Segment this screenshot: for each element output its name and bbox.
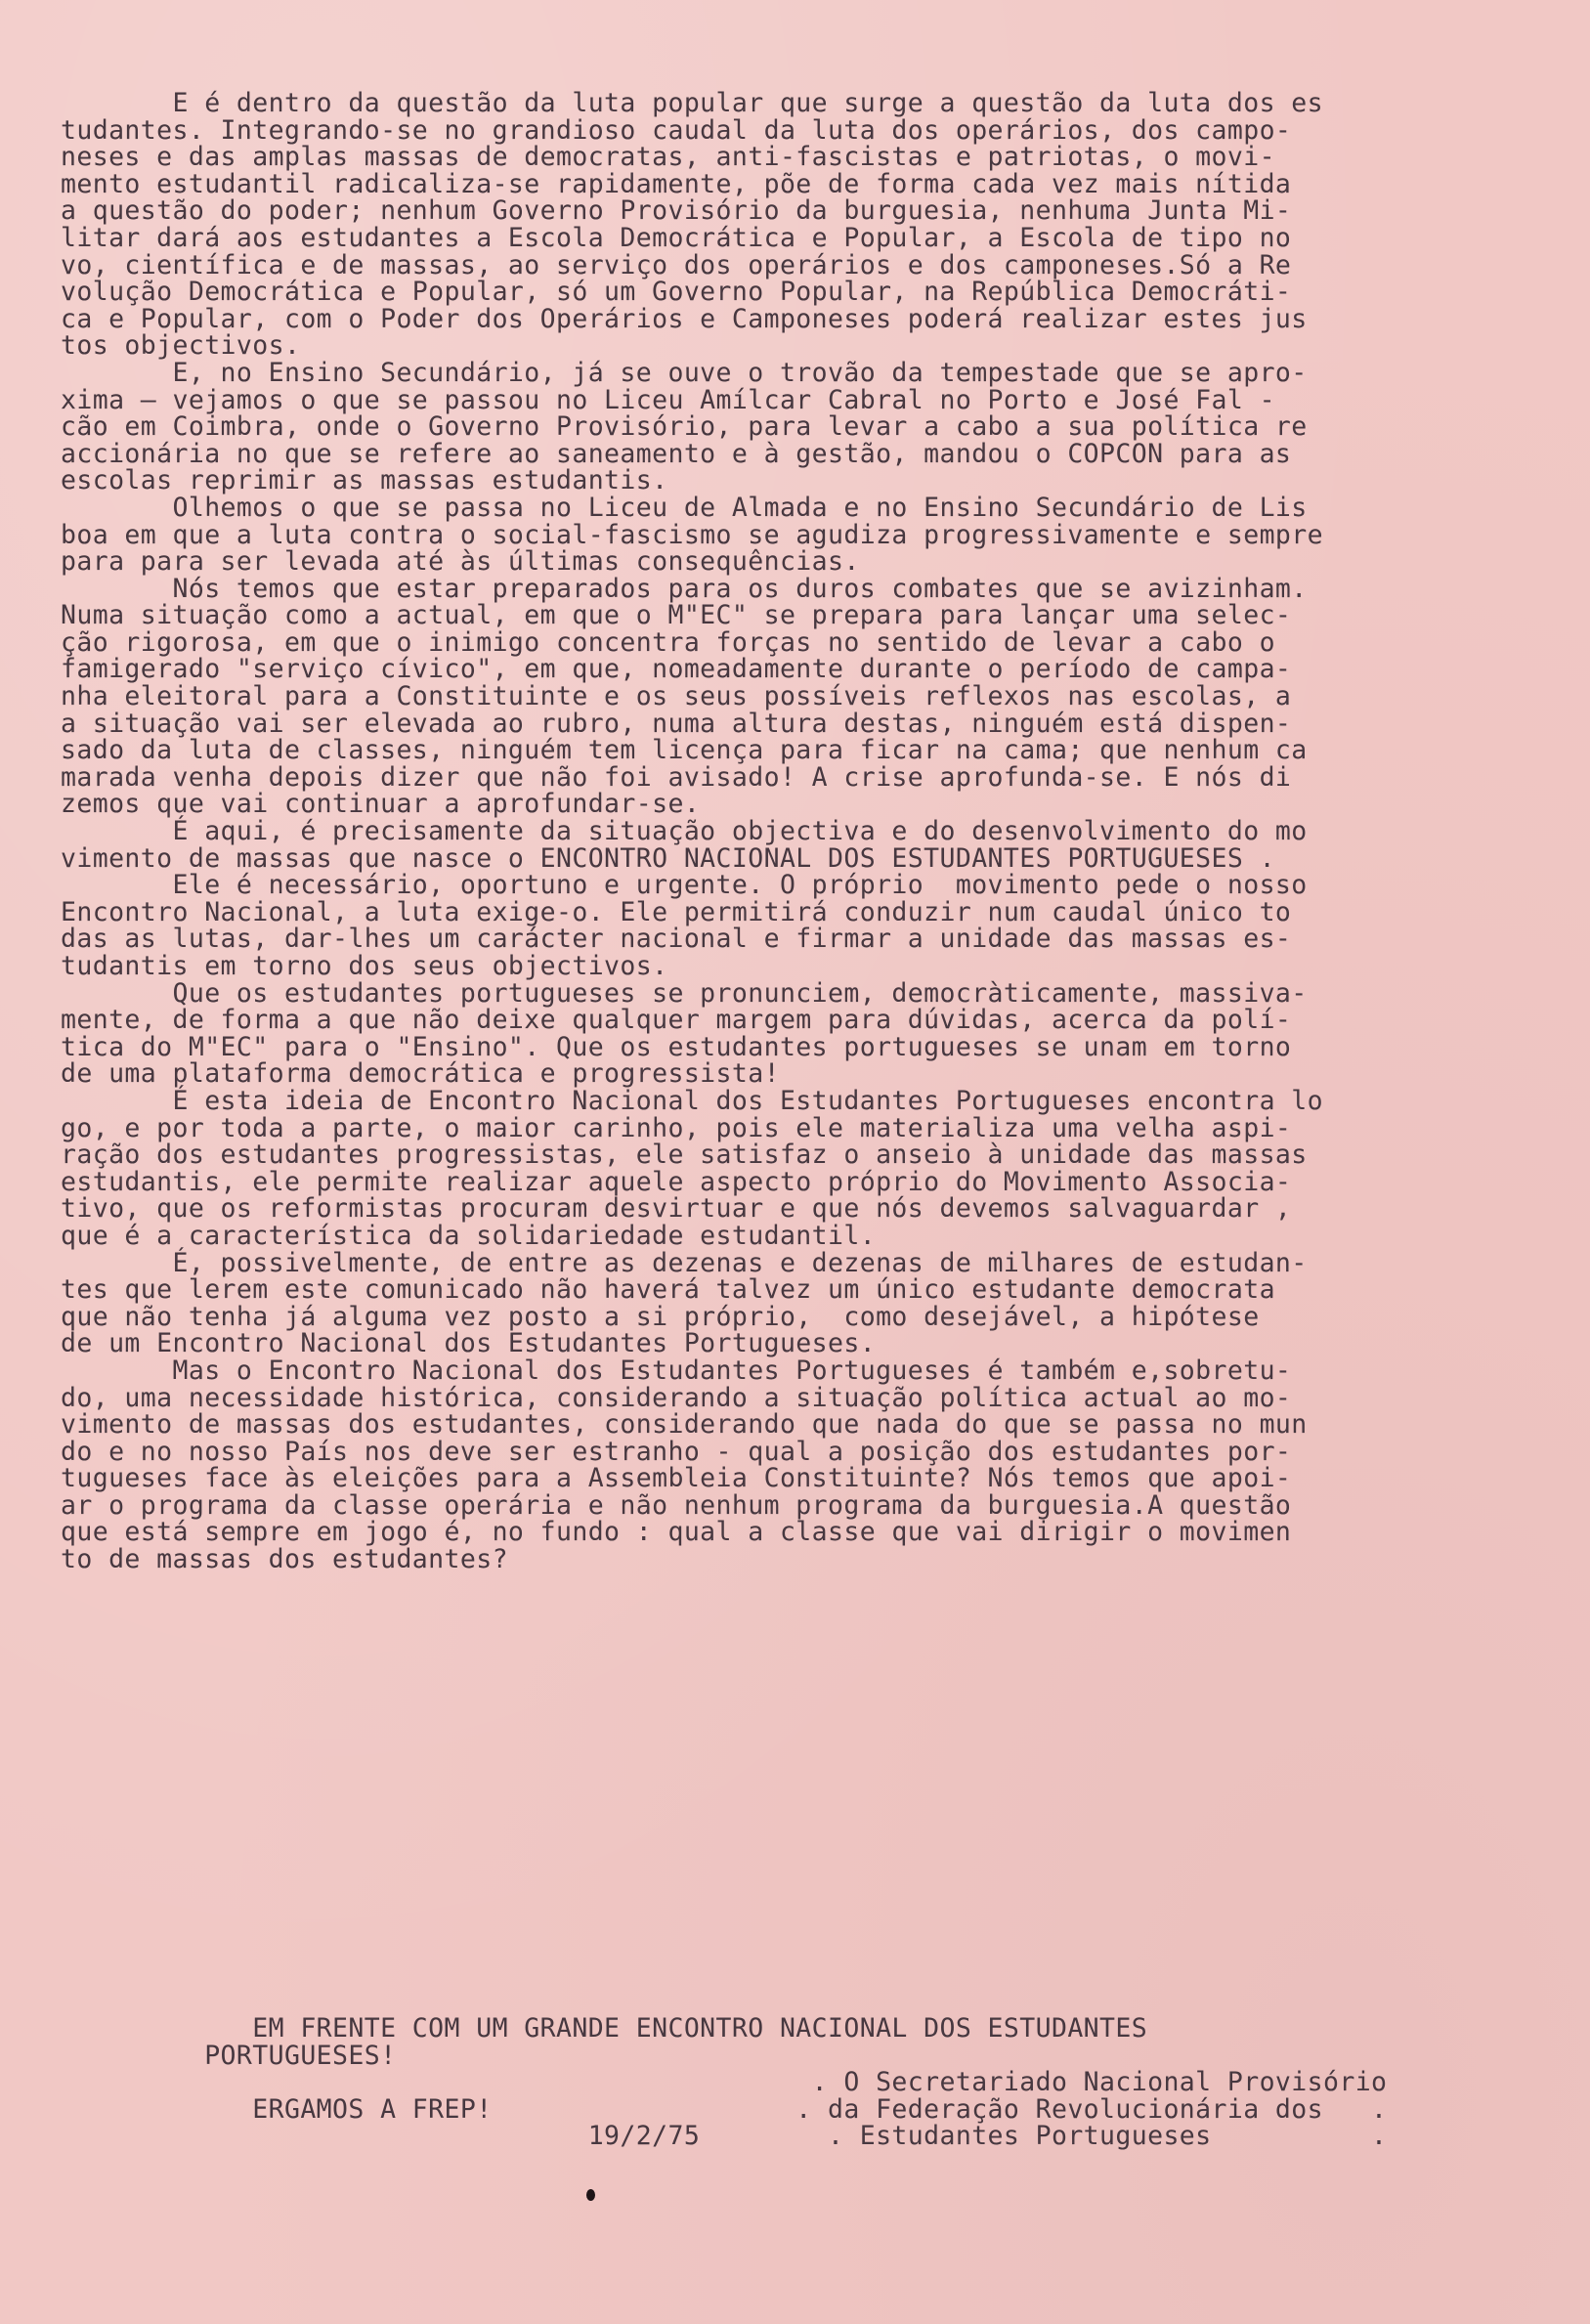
text-line: zemos que vai continuar a aprofundar-se. bbox=[61, 789, 701, 820]
signature-line: ERGAMOS A FREP! . da Federação Revolucionária dos . bbox=[61, 2093, 1388, 2125]
text-line: E é dentro da questão da luta popular que surge a questão da luta dos es bbox=[61, 88, 1323, 118]
text-line: que é a característica da solidariedade estudantil. bbox=[61, 1220, 877, 1251]
text-line: tica do M"EC" para o "Ensino". Que os estudantes portugueses se unam em torno bbox=[61, 1031, 1292, 1062]
text-line: tudantes. Integrando-se no grandioso caudal da luta dos operários, dos campo- bbox=[61, 114, 1292, 146]
text-line: É aqui, é precisamente da situação objectiva e do desenvolvimento do mo bbox=[61, 816, 1308, 847]
text-line: nha eleitoral para a Constituinte e os seus possíveis reflexos nas escolas, a bbox=[61, 681, 1292, 712]
text-line: neses e das amplas massas de democratas, anti-fascistas e patriotas, o movi- bbox=[61, 142, 1275, 173]
text-line: famigerado "serviço cívico", em que, nomeadamente durante o período de campa- bbox=[61, 654, 1292, 685]
text-line: É esta ideia de Encontro Nacional dos Estudantes Portugueses encontra lo bbox=[61, 1085, 1323, 1116]
text-line: É, possivelmente, de entre as dezenas e dezenas de milhares de estudan- bbox=[61, 1247, 1308, 1278]
text-line: tos objectivos. bbox=[61, 330, 301, 362]
text-line: escolas reprimir as massas estudantis. bbox=[61, 465, 668, 496]
text-line: de uma plataforma democrática e progressista! bbox=[61, 1058, 780, 1090]
text-line: go, e por toda a parte, o maior carinho, pois ele materializa uma velha aspi- bbox=[61, 1112, 1292, 1143]
text-line: mente, de forma a que não deixe qualquer margem para dúvidas, acerca da polí- bbox=[61, 1005, 1292, 1036]
text-line: tugueses face às eleições para a Assembleia Constituinte? Nós temos que apoi- bbox=[61, 1463, 1292, 1494]
text-line: boa em que a luta contra o social-fascismo se agudiza progressivamente e sempre bbox=[61, 519, 1323, 550]
text-line: de um Encontro Nacional dos Estudantes Portugueses. bbox=[61, 1328, 877, 1359]
text-line: marada venha depois dizer que não foi avisado! A crise aprofunda-se. E nós di bbox=[61, 761, 1292, 793]
text-line: Mas o Encontro Nacional dos Estudantes Portugueses é também e,sobretu- bbox=[61, 1355, 1292, 1386]
text-line: cão em Coimbra, onde o Governo Provisório, para levar a cabo a sua política re bbox=[61, 411, 1308, 443]
text-line: das as lutas, dar-lhes um carácter nacional e firmar a unidade das massas es- bbox=[61, 924, 1292, 955]
slogan-line: EM FRENTE COM UM GRANDE ENCONTRO NACIONAL DOS ESTUDANTES bbox=[61, 2013, 1148, 2044]
text-line: Encontro Nacional, a luta exige-o. Ele permitirá conduzir num caudal único to bbox=[61, 896, 1292, 927]
text-line: vo, científica e de massas, ao serviço dos operários e dos camponeses.Só a Re bbox=[61, 249, 1292, 280]
text-line: Nós temos que estar preparados para os duros combates que se avizinham. bbox=[61, 573, 1308, 604]
text-line: que não tenha já alguma vez posto a si próprio, como desejável, a hipótese bbox=[61, 1301, 1260, 1332]
text-line: ção rigorosa, em que o inimigo concentra forças no sentido de levar a cabo o bbox=[61, 626, 1275, 658]
text-line: ar o programa da classe operária e não nenhum programa da burguesia.A questão bbox=[61, 1489, 1292, 1521]
text-line: vimento de massas dos estudantes, considerando que nada do que se passa no mun bbox=[61, 1409, 1308, 1441]
slogan-line: PORTUGUESES! bbox=[61, 2040, 397, 2071]
text-line: vimento de massas que nasce o ENCONTRO NACIONAL DOS ESTUDANTES PORTUGUESES . bbox=[61, 842, 1275, 874]
text-line: xima — vejamos o que se passou no Liceu Amílcar Cabral no Porto e José Fal - bbox=[61, 384, 1275, 415]
text-line: Que os estudantes portugueses se pronunciem, democràticamente, massiva- bbox=[61, 977, 1308, 1009]
text-line: Olhemos o que se passa no Liceu de Almada e no Ensino Secundário de Lis bbox=[61, 492, 1308, 523]
text-line: a questão do poder; nenhum Governo Provisório da burguesia, nenhuma Junta Mi- bbox=[61, 195, 1292, 227]
punch-hole-mark bbox=[586, 2189, 595, 2201]
text-line: estudantis, ele permite realizar aquele aspecto próprio do Movimento Associa- bbox=[61, 1166, 1292, 1197]
text-line: volução Democrática e Popular, só um Governo Popular, na República Democráti- bbox=[61, 277, 1292, 308]
text-line: litar dará aos estudantes a Escola Democrática e Popular, a Escola de tipo no bbox=[61, 222, 1292, 253]
text-line: mento estudantil radicaliza-se rapidamente, põe de forma cada vez mais nítida bbox=[61, 168, 1292, 199]
text-line: sado da luta de classes, ninguém tem licença para ficar na cama; que nenhum ca bbox=[61, 735, 1308, 766]
text-line: E, no Ensino Secundário, já se ouve o trovão da tempestade que se apro- bbox=[61, 357, 1308, 388]
text-line: do e no nosso País nos deve ser estranho - qual a posição dos estudantes por- bbox=[61, 1436, 1292, 1467]
signature-line: . O Secretariado Nacional Provisório bbox=[61, 2067, 1388, 2098]
manifesto-footer bbox=[61, 2015, 1546, 2150]
text-line: do, uma necessidade histórica, considerando a situação política actual ao mo- bbox=[61, 1382, 1292, 1413]
text-line: Ele é necessário, oportuno e urgente. O próprio movimento pede o nosso bbox=[61, 870, 1308, 901]
text-line: tes que lerem este comunicado não haverá talvez um único estudante democrata bbox=[61, 1274, 1275, 1306]
text-line: Numa situação como a actual, em que o M"EC" se prepara para lançar uma selec- bbox=[61, 600, 1292, 631]
text-line: para para ser levada até às últimas consequências. bbox=[61, 546, 860, 578]
text-line: tudantis em torno dos seus objectivos. bbox=[61, 951, 668, 981]
text-line: que está sempre em jogo é, no fundo : qual a classe que vai dirigir o movimen bbox=[61, 1517, 1292, 1548]
text-line: to de massas dos estudantes? bbox=[61, 1544, 508, 1575]
text-line: a situação vai ser elevada ao rubro, numa altura destas, ninguém está dispen- bbox=[61, 708, 1292, 739]
manifesto-body bbox=[61, 90, 1546, 1573]
text-line: accionária no que se refere ao saneamento e à gestão, mandou o COPCON para as bbox=[61, 438, 1292, 469]
text-line: tivo, que os reformistas procuram desvirtuar e que nós devemos salvaguardar , bbox=[61, 1193, 1292, 1225]
date-signature-line: 19/2/75 . Estudantes Portugueses . bbox=[61, 2121, 1388, 2152]
text-line: ca e Popular, com o Poder dos Operários e Camponeses poderá realizar estes jus bbox=[61, 303, 1308, 334]
text-line: ração dos estudantes progressistas, ele satisfaz o anseio à unidade das massas bbox=[61, 1140, 1308, 1171]
